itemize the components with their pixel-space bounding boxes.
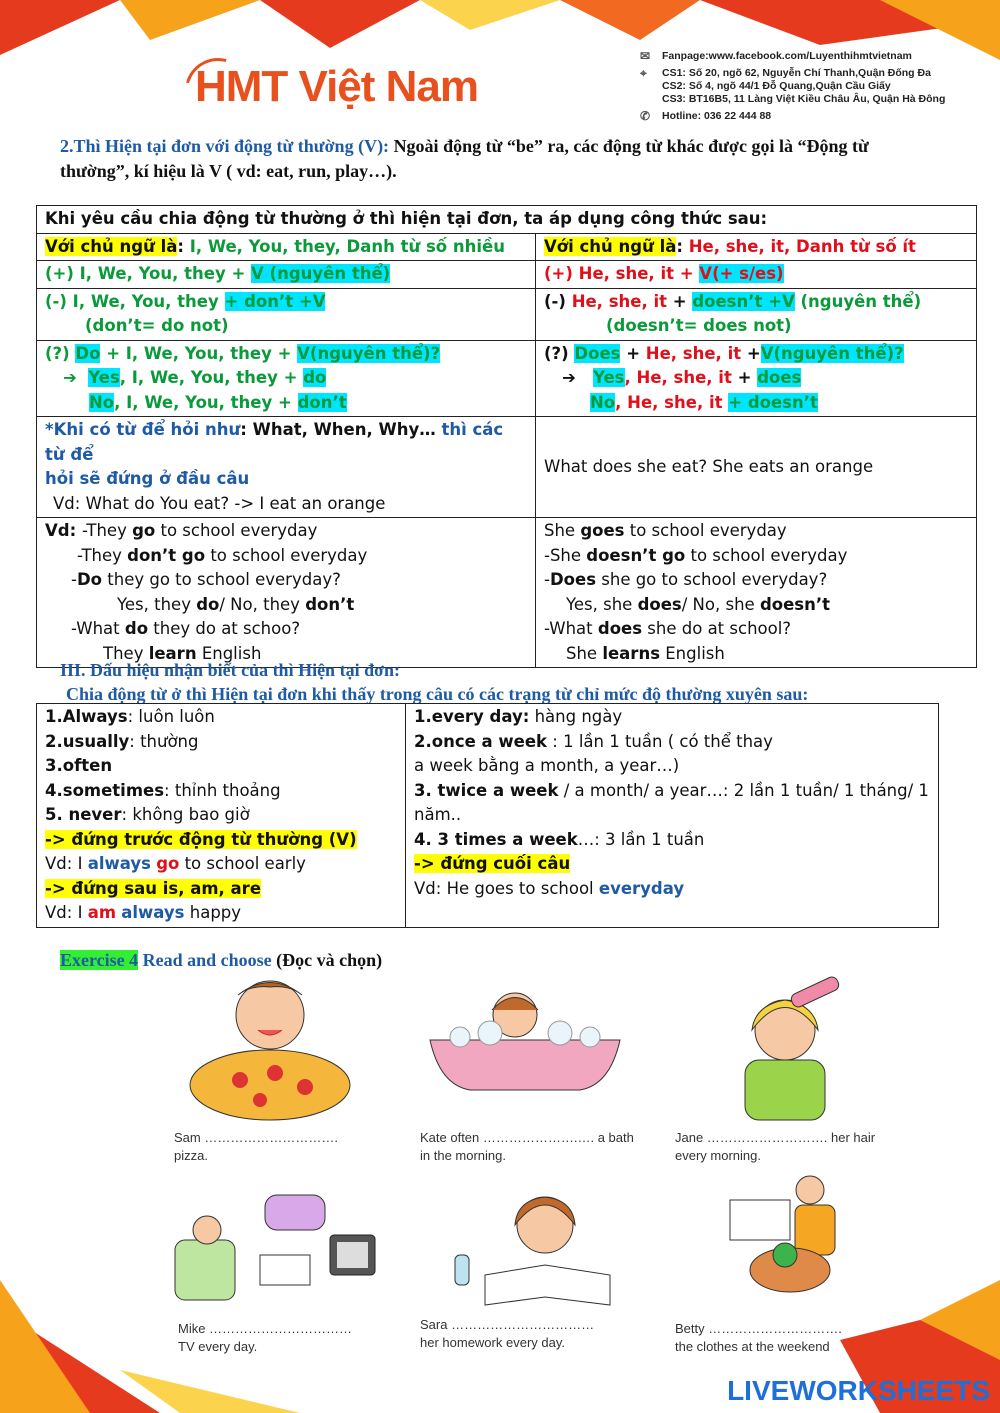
caption-mike: Mike …………………………… TV every day.	[178, 1321, 353, 1354]
examples-left: Vd: -They go to school everyday -They don’t go to school everyday -Do they go to school everyday? Yes, they do/ No, they don’t -What do they do at schoo? They learn English	[37, 518, 536, 668]
cs3-text: CS3: BT16B5, 11 Làng Việt Kiều Châu Âu, Quận Hà Đông	[662, 93, 946, 105]
wh-question-left: *Khi có từ để hỏi như: What, When, Why… thì các từ để hỏi sẽ đứng ở đầu câu Vd: What do You eat? -> I eat an orange	[37, 417, 536, 518]
girl-hair-illustration	[690, 975, 870, 1125]
section3-title: III. Dấu hiệu nhận biết của thì Hiện tại đơn:	[60, 660, 401, 680]
girl-homework-illustration	[445, 1185, 625, 1310]
location-icon: ⌖	[640, 66, 647, 80]
adverbs-right: 1.every day: hàng ngày 2.once a week : 1 lần 1 tuần ( có thể thay a week bằng a month, a year…) 3. twice a week / a month/ a year…: 2 lần 1 tuần/ 1 tháng/ 1 năm.. 4. 3 times a week…: 3 lần 1 tuần -> đứng cuối câu Vd: He goes to school everyday	[406, 704, 939, 928]
exercise-tag: Exercise 4	[60, 950, 139, 970]
caption-sara: Sara …………………………… her homework every day.	[420, 1317, 595, 1350]
exercise-note: (Đọc và chọn)	[271, 950, 383, 970]
cs2-text: CS2: Số 4, ngõ 44/1 Đỗ Quang,Quận Cầu Giấy	[662, 80, 891, 92]
positive-right: (+) He, she, it + V(+ s/es)	[536, 261, 977, 289]
intro-text: Ngoài động từ “be” ra, các động từ khác được gọi là “Động từ thường”, kí hiệu là V ( vd: eat, run, play…).	[60, 136, 869, 181]
arrow-icon: ➔	[63, 368, 77, 387]
girl-laundry-illustration	[720, 1170, 880, 1310]
fanpage-text: Fanpage:www.facebook.com/Luyenthihmtvietnam	[662, 50, 912, 62]
left-subject-header: Với chủ ngữ là: I, We, You, they, Danh từ số nhiều	[37, 233, 536, 261]
question-right: (?) Does + He, she, it +V(nguyên thể)? ➔ Yes, He, she, it + does No, He, she, it + doesn’t	[536, 340, 977, 417]
hotline-text: Hotline: 036 22 444 88	[662, 110, 772, 122]
section3-heading	[60, 658, 808, 706]
question-left: (?) Do + I, We, You, they + V(nguyên thể)? ➔ Yes, I, We, You, they + do No, I, We, You, they + don’t	[37, 340, 536, 417]
caption-betty: Betty …………………………. the clothes at the weekend	[675, 1321, 842, 1354]
wh-question-right: What does she eat? She eats an orange	[536, 417, 977, 518]
girl-bath-illustration	[420, 985, 630, 1105]
examples-right: She goes to school everyday -She doesn’t go to school everyday -Does she go to school everyday? Yes, she does/ No, she doesn’t -What does she do at school? She learns English	[536, 518, 977, 668]
mail-icon: ✉	[640, 49, 651, 63]
caption-sam: Sam …………………………. pizza.	[174, 1130, 338, 1163]
cs1-text: CS1: Số 20, ngõ 62, Nguyễn Chí Thanh,Quận Đống Đa	[662, 67, 931, 79]
formula-table	[36, 205, 977, 668]
phone-icon: ✆	[640, 109, 651, 123]
caption-jane: Jane ………………………. her hair every morning.	[675, 1130, 876, 1163]
caption-kate: Kate often ………………….…. a bath in the morning.	[420, 1130, 634, 1163]
logo: HMT Việt Nam	[195, 62, 479, 111]
negative-right: (-) He, she, it + doesn’t +V (nguyên thể) (doesn’t= does not)	[536, 288, 977, 340]
negative-left: (-) I, We, You, they + don’t +V (don’t= do not)	[37, 288, 536, 340]
adverbs-table	[36, 703, 939, 928]
intro-paragraph	[60, 134, 940, 184]
exercise-title: Read and choose	[138, 950, 272, 970]
contact-info	[640, 50, 945, 127]
formula-title: Khi yêu cầu chia động từ thường ở thì hiện tại đơn, ta áp dụng công thức sau:	[37, 206, 977, 234]
liveworksheets-logo[interactable]: LIVEWORKSHEETS	[727, 1375, 990, 1406]
adverbs-left: 1.Always: luôn luôn 2.usually: thường 3.often 4.sometimes: thỉnh thoảng 5. never: không bao giờ -> đứng trước động từ thường (V) Vd: I always go to school early -> đứng sau is, am, are Vd: I am always happy	[37, 704, 406, 928]
boy-pizza-illustration	[180, 975, 360, 1125]
section3-subtitle: Chia động từ ở thì Hiện tại đơn khi thấy trong câu có các trạng từ chỉ mức độ thường xuyên sau:	[66, 684, 809, 704]
positive-left: (+) I, We, You, they + V (nguyên thể)	[37, 261, 536, 289]
intro-heading: 2.Thì Hiện tại đơn với động từ thường (V):	[60, 136, 390, 156]
exercise-heading	[60, 950, 382, 971]
right-subject-header: Với chủ ngữ là: He, she, it, Danh từ số ít	[536, 233, 977, 261]
boy-tv-illustration	[165, 1180, 385, 1310]
arrow-icon: ➔	[562, 368, 576, 387]
